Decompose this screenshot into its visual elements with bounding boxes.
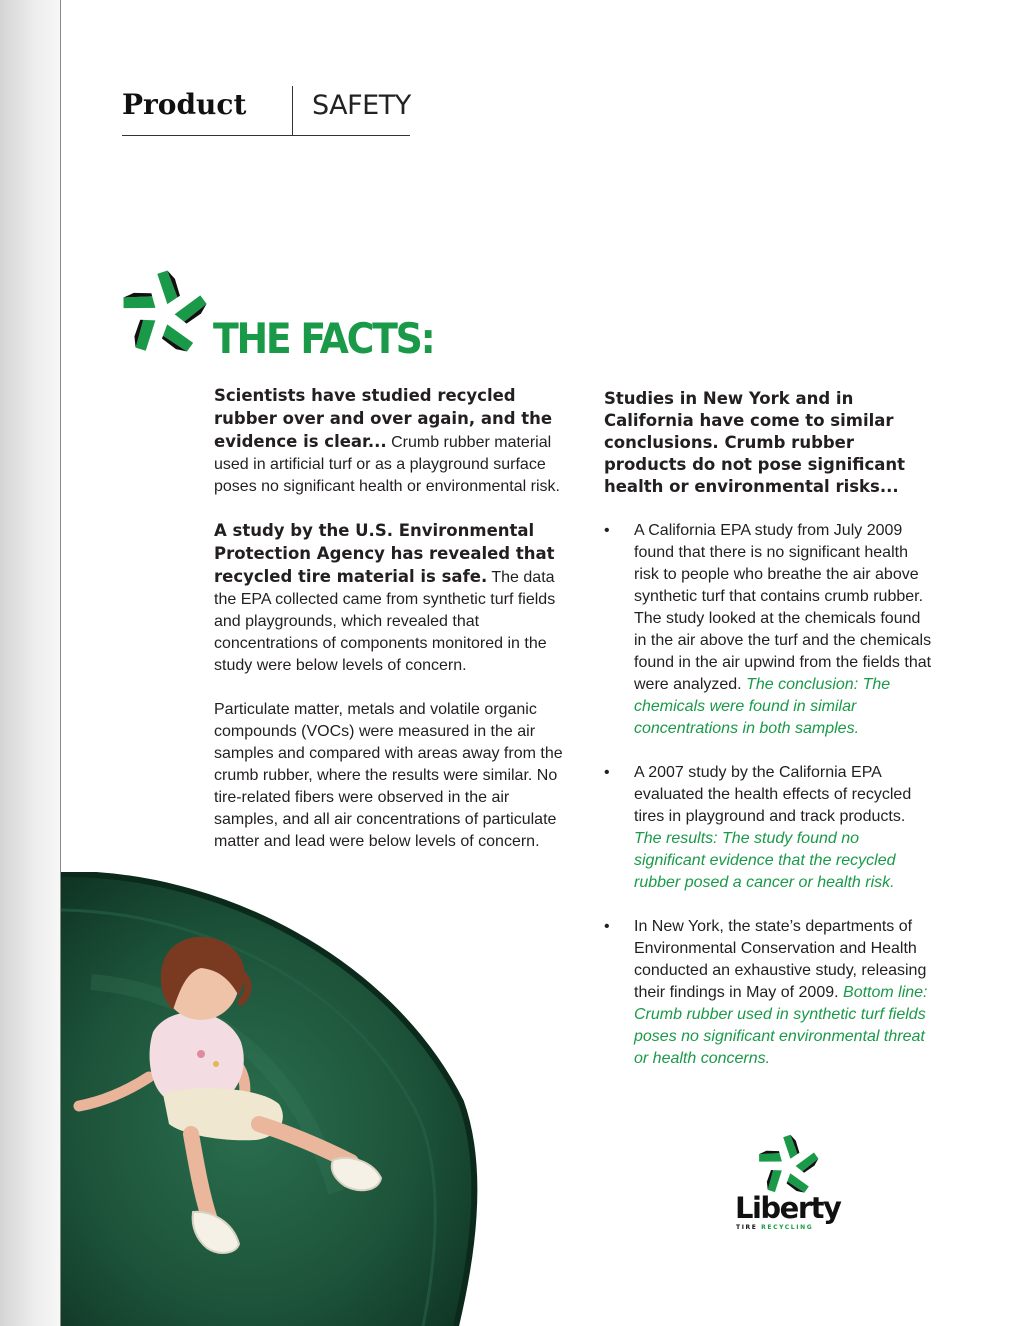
liberty-logo <box>733 1133 845 1233</box>
paragraph <box>214 520 564 677</box>
paragraph-body: The data the EPA collected came from synthetic turf fields and playgrounds, which revealed that concentrations of components monitored in the study were below levels of concern. <box>214 569 556 674</box>
study-text: A California EPA study from July 2009 found that there is no significant health risk to people who breathe the air above synthetic turf that contains crumb rubber. The study looked at the chemicals found in the air above the turf and the chemicals found in the air upwind from the fields that were analyzed. <box>634 522 932 693</box>
study-highlight: Bottom line: Crumb rubber used in synthetic turf fields poses no significant environmental threat or health concerns. <box>634 984 928 1067</box>
list-item <box>604 916 934 1070</box>
right-intro: Studies in New York and in California have come to similar conclusions. Crumb rubber products do not pose significant health or environmental risks... <box>604 389 906 496</box>
logo-tagline-recycling: RECYCLING <box>761 1224 814 1231</box>
paragraph-lead: Scientists have studied recycled rubber over and over again, and the evidence is clear... <box>214 386 553 451</box>
study-highlight: The conclusion: The chemicals were found in similar concentrations in both samples. <box>634 676 891 737</box>
study-list <box>604 520 934 1070</box>
left-margin-strip <box>0 0 61 1326</box>
paragraph <box>214 385 564 498</box>
section-title: THE FACTS: <box>213 314 434 363</box>
study-text: A 2007 study by the California EPA evaluated the health effects of recycled tires in playground and track products. <box>634 764 912 825</box>
logo-tagline <box>736 1225 813 1231</box>
recycle-star-icon <box>757 1133 819 1193</box>
header-divider <box>292 86 293 136</box>
paragraph-body: Particulate matter, metals and volatile organic compounds (VOCs) were measured in the air samples and compared with areas away from the crumb rubber, where the results were similar. No tire-related fibers were observed in the air samples, and all air concentrations of particulate matter and lead were below levels of concern. <box>214 701 563 850</box>
logo-tagline-tire: TIRE <box>736 1224 758 1231</box>
header-title-product: Product <box>122 88 247 121</box>
child-on-slide-photo <box>61 872 481 1326</box>
paragraph-body: Crumb rubber material used in artificial turf or as a playground surface poses no significant health or environmental risk. <box>214 434 560 495</box>
study-text: In New York, the state’s departments of Environmental Conservation and Health conducted an exhaustive study, releasing their findings in May of 2009. <box>634 918 927 1001</box>
study-highlight: The results: The study found no significant evidence that the recycled rubber posed a cancer or health risk. <box>634 830 896 891</box>
paragraph-lead: A study by the U.S. Environmental Protection Agency has revealed that recycled tire material is safe. <box>214 521 555 586</box>
logo-wordmark: Liberty <box>735 1191 841 1225</box>
recycle-star-icon <box>120 268 208 352</box>
paragraph <box>214 699 564 853</box>
header-underline <box>122 135 410 136</box>
list-item <box>604 520 934 740</box>
header-title-safety: SAFETY <box>312 90 411 121</box>
left-column <box>214 385 564 875</box>
list-item <box>604 762 934 894</box>
right-column <box>604 388 934 1092</box>
